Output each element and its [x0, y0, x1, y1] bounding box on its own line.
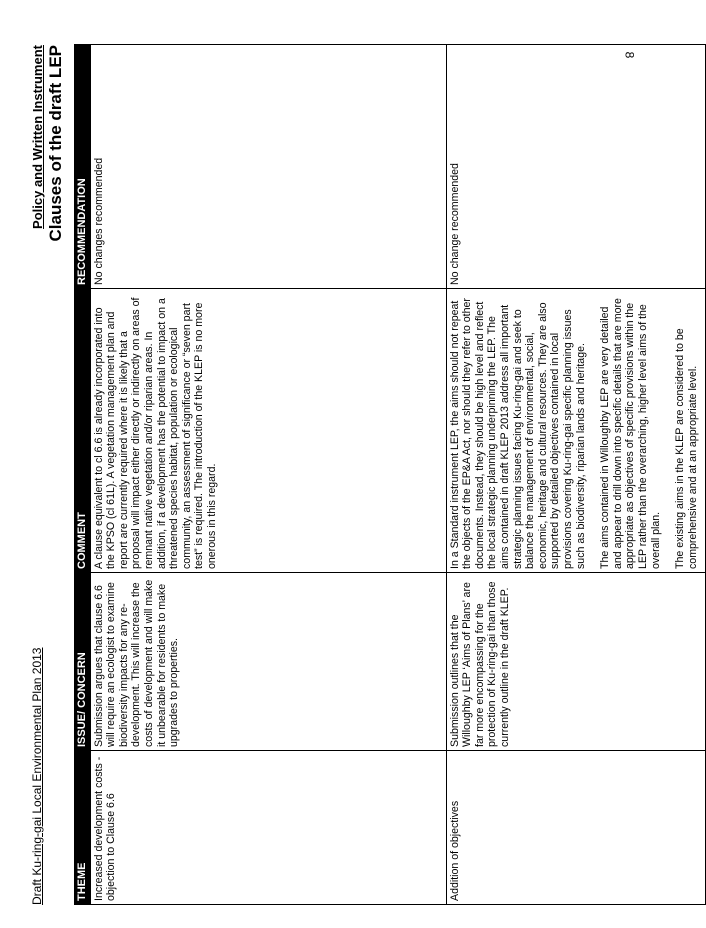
section-header	[30, 45, 66, 241]
table-row	[446, 45, 706, 905]
comment-paragraph: The aims contained in Willoughby LEP are very detailed and appear to drill down into specific details that are more appropriate as objectives of specific provisions within the LEP rather than the overarching, higher level aims of the overall plan.	[599, 298, 662, 569]
theme-cell: Increased development costs - objection to Clause 6.6	[90, 751, 446, 905]
table-header-row	[75, 45, 91, 905]
column-header-comment: COMMENT	[75, 289, 91, 573]
recommendation-cell: No change recommended	[446, 45, 706, 289]
comment-paragraph: In a Standard instrument LEP, the aims should not repeat the objects of the EP&A Act, nor should they refer to other documents. Instead, they should be high level and reflect the local strategic planning underpinning the LEP. The aims contained in draft KLEP 2013 address all important strategic planning issues facing Ku-ring-gai and seek to balance the management of environmental, social, economic, heritage and cultural resources. They are also supported by detailed objectives contained in local provisions covering Ku-ring-gai specific planning issues such as biodiversity, riparian lands and heritage.	[448, 298, 587, 569]
submissions-table	[74, 44, 706, 905]
page-number: 8	[622, 51, 637, 59]
recommendation-cell: No changes recommended	[90, 45, 446, 289]
comment-paragraph: The existing aims in the KLEP are considered to be comprehensive and at an appropriate level.	[674, 328, 699, 569]
section-subtitle: Policy and Written Instrument	[30, 45, 45, 229]
table-row	[90, 45, 446, 905]
theme-cell: Addition of objectives	[446, 751, 706, 905]
column-header-recommendation: RECOMMENDATION	[75, 45, 91, 289]
comment-paragraph: A clause equivalent to cl 6.6 is already incorporated into the KPSO (cl 61L). A vegetation management plan and report are currently required where it is likely that a proposal will impact either directly or indirectly on areas of remnant native vegetation and/or riparian areas. In addition, if a development has the potential to impact on a threatened species habitat, population or ecological community, an assessment of significance or “seven part test” is required. The introduction of the KLEP is no more onerous in this regard.	[92, 297, 218, 569]
comment-cell	[90, 289, 446, 573]
column-header-issue: ISSUE/ CONCERN	[75, 573, 91, 751]
document-title: Draft Ku-ring-gai Local Environmental Plan 2013	[30, 647, 44, 905]
rotated-page	[30, 25, 699, 905]
section-title: Clauses of the draft LEP	[46, 45, 65, 242]
issue-cell: Submission argues that clause 6.6 will require an ecologist to examine biodiversity impacts for any re-development. This will increase the costs of development and will make it unbearable for residents to make upgrades to properties.	[90, 573, 446, 751]
issue-cell: Submission outlines that the Willoughby LEP ‘Aims of Plans’ are far more encompassing for the protection of Ku-ring-gai than those currently outline in the draft KLEP.	[446, 573, 706, 751]
column-header-theme: THEME	[75, 751, 91, 905]
comment-cell	[446, 289, 706, 573]
